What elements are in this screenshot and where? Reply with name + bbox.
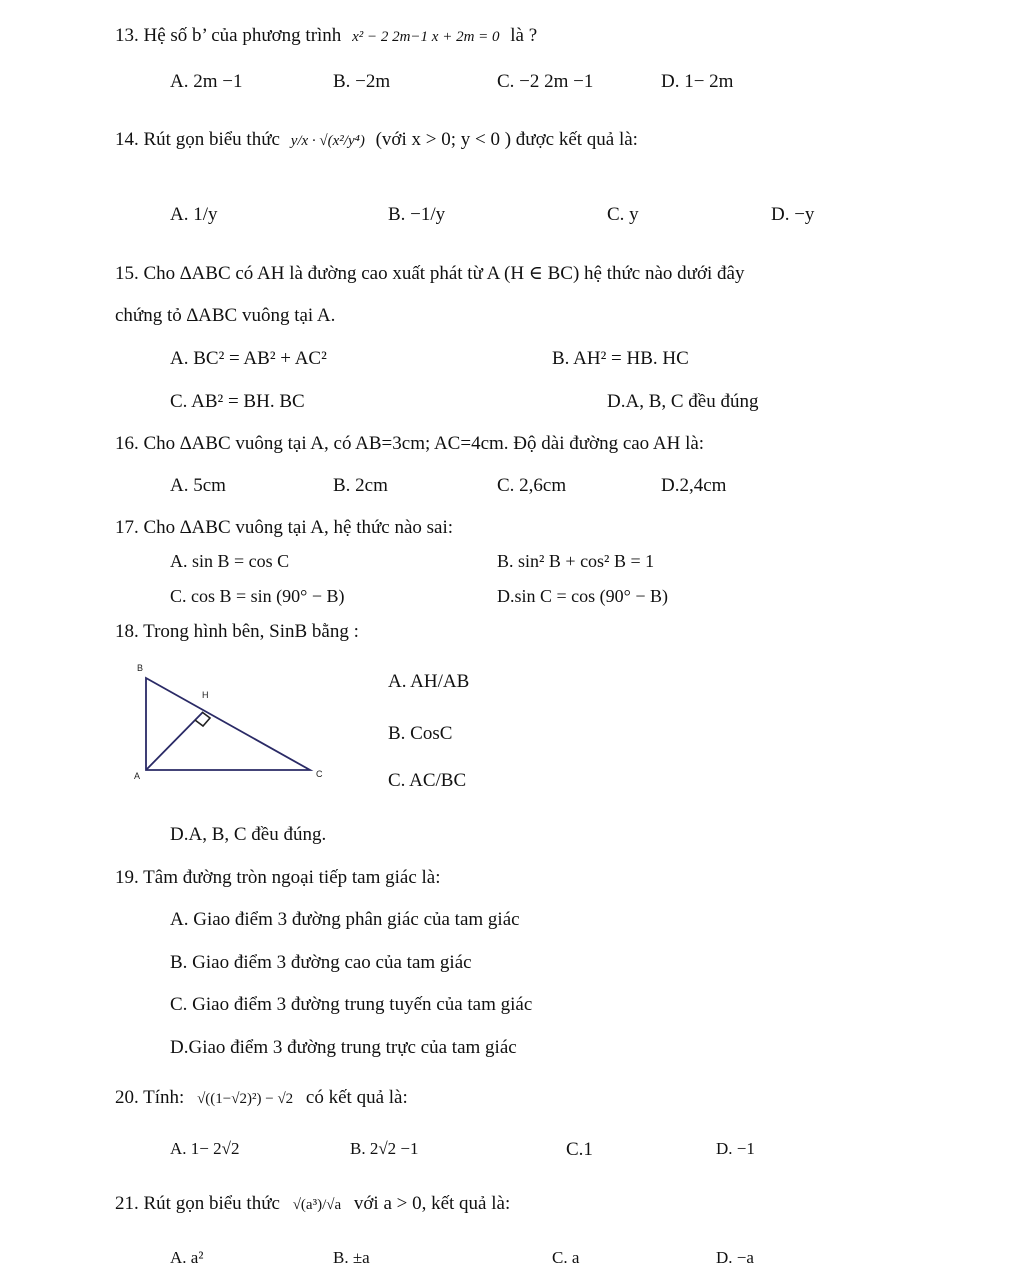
q14-option-b: B. −1/y [388, 204, 446, 225]
vertex-c-label: C [316, 769, 323, 779]
q13-equation: x² − 2 2m−1 x + 2m = 0 [352, 29, 500, 45]
q20-option-d: D. −1 [716, 1139, 755, 1158]
q14-option-a: A. 1/y [170, 204, 218, 225]
q17-option-a: A. sin B = cos C [170, 551, 290, 571]
vertex-a-label: A [134, 771, 141, 781]
triangle-abc [146, 678, 310, 770]
q13-tail: là ? [510, 25, 538, 46]
q20-option-c: C.1 [566, 1139, 593, 1160]
q21-expression: √(a³)/√a [292, 1197, 342, 1213]
q16-option-c: C. 2,6cm [497, 475, 567, 496]
q18-option-d: D.A, B, C đều đúng. [170, 824, 327, 845]
q20-stem [115, 1088, 408, 1107]
q19-option-b: B. Giao điểm 3 đường cao của tam giác [170, 952, 472, 973]
q13-option-d: D. 1− 2m [661, 71, 734, 92]
vertex-b-label: B [137, 663, 144, 673]
q13-stem [115, 26, 537, 45]
q20-expression: √((1−√2)²) − √2 [197, 1091, 294, 1107]
q20-tail: có kết quả là: [305, 1087, 408, 1108]
q19-option-a: A. Giao điểm 3 đường phân giác của tam giác [170, 909, 520, 930]
q21-option-c: C. a [552, 1248, 580, 1267]
q14-stem [115, 130, 638, 149]
q16-option-a: A. 5cm [170, 475, 226, 496]
q13-option-a: A. 2m −1 [170, 71, 243, 92]
q16-option-d: D.2,4cm [661, 475, 727, 496]
altitude-ah [146, 712, 203, 770]
q16-stem: 16. Cho ∆ABC vuông tại A, có AB=3cm; AC=4cm. Độ dài đường cao AH là: [115, 433, 705, 454]
q14-stem-text: 14. Rút gọn biểu thức [115, 129, 280, 150]
q21-tail: với a > 0, kết quả là: [353, 1193, 511, 1214]
q15-option-d: D.A, B, C đều đúng [607, 391, 759, 412]
q15-stem-line2: chứng tỏ ∆ABC vuông tại A. [115, 305, 336, 326]
q14-option-d: D. −y [771, 204, 815, 225]
q19-stem: 19. Tâm đường tròn ngoại tiếp tam giác là: [115, 867, 441, 888]
q21-option-d: D. −a [716, 1248, 754, 1267]
q21-stem-text: 21. Rút gọn biểu thức [115, 1193, 280, 1214]
q15-stem-line1: 15. Cho ∆ABC có AH là đường cao xuất phát từ A (H ∈ BC) hệ thức nào dưới đây [115, 263, 745, 284]
q14-tail: được kết quả là: [515, 129, 638, 150]
q15-option-c: C. AB² = BH. BC [170, 391, 305, 412]
q21-stem [115, 1194, 510, 1213]
q18-option-c: C. AC/BC [388, 770, 467, 791]
q13-option-b: B. −2m [333, 71, 391, 92]
q14-condition: (với x > 0; y < 0 ) [375, 129, 512, 150]
q15-option-a: A. BC² = AB² + AC² [170, 348, 327, 369]
q18-option-b: B. CosC [388, 723, 453, 744]
q13-stem-text: 13. Hệ số b’ của phương trình [115, 25, 342, 46]
q19-option-d: D.Giao điểm 3 đường trung trực của tam giác [170, 1037, 517, 1058]
q18-stem: 18. Trong hình bên, SinB bằng : [115, 621, 359, 642]
q20-option-b: B. 2√2 −1 [350, 1139, 419, 1158]
q17-option-c: C. cos B = sin (90° − B) [170, 586, 345, 606]
q14-option-c: C. y [607, 204, 639, 225]
q16-option-b: B. 2cm [333, 475, 388, 496]
q20-option-a: A. 1− 2√2 [170, 1139, 240, 1158]
q19-option-c: C. Giao điểm 3 đường trung tuyến của tam giác [170, 994, 533, 1015]
vertex-h-label: H [202, 690, 209, 700]
q17-option-d: D.sin C = cos (90° − B) [497, 586, 668, 606]
q17-option-b: B. sin² B + cos² B = 1 [497, 551, 655, 571]
q18-triangle-figure [128, 660, 338, 785]
q17-stem: 17. Cho ∆ABC vuông tại A, hệ thức nào sai: [115, 517, 454, 538]
q13-option-c: C. −2 2m −1 [497, 71, 594, 92]
q21-option-b: B. ±a [333, 1248, 370, 1267]
q21-option-a: A. a² [170, 1248, 204, 1267]
q18-option-a: A. AH/AB [388, 671, 470, 692]
q14-expression: y/x · √(x²/y⁴) [290, 133, 365, 149]
q15-option-b: B. AH² = HB. HC [552, 348, 689, 369]
q20-stem-text: 20. Tính: [115, 1087, 185, 1108]
